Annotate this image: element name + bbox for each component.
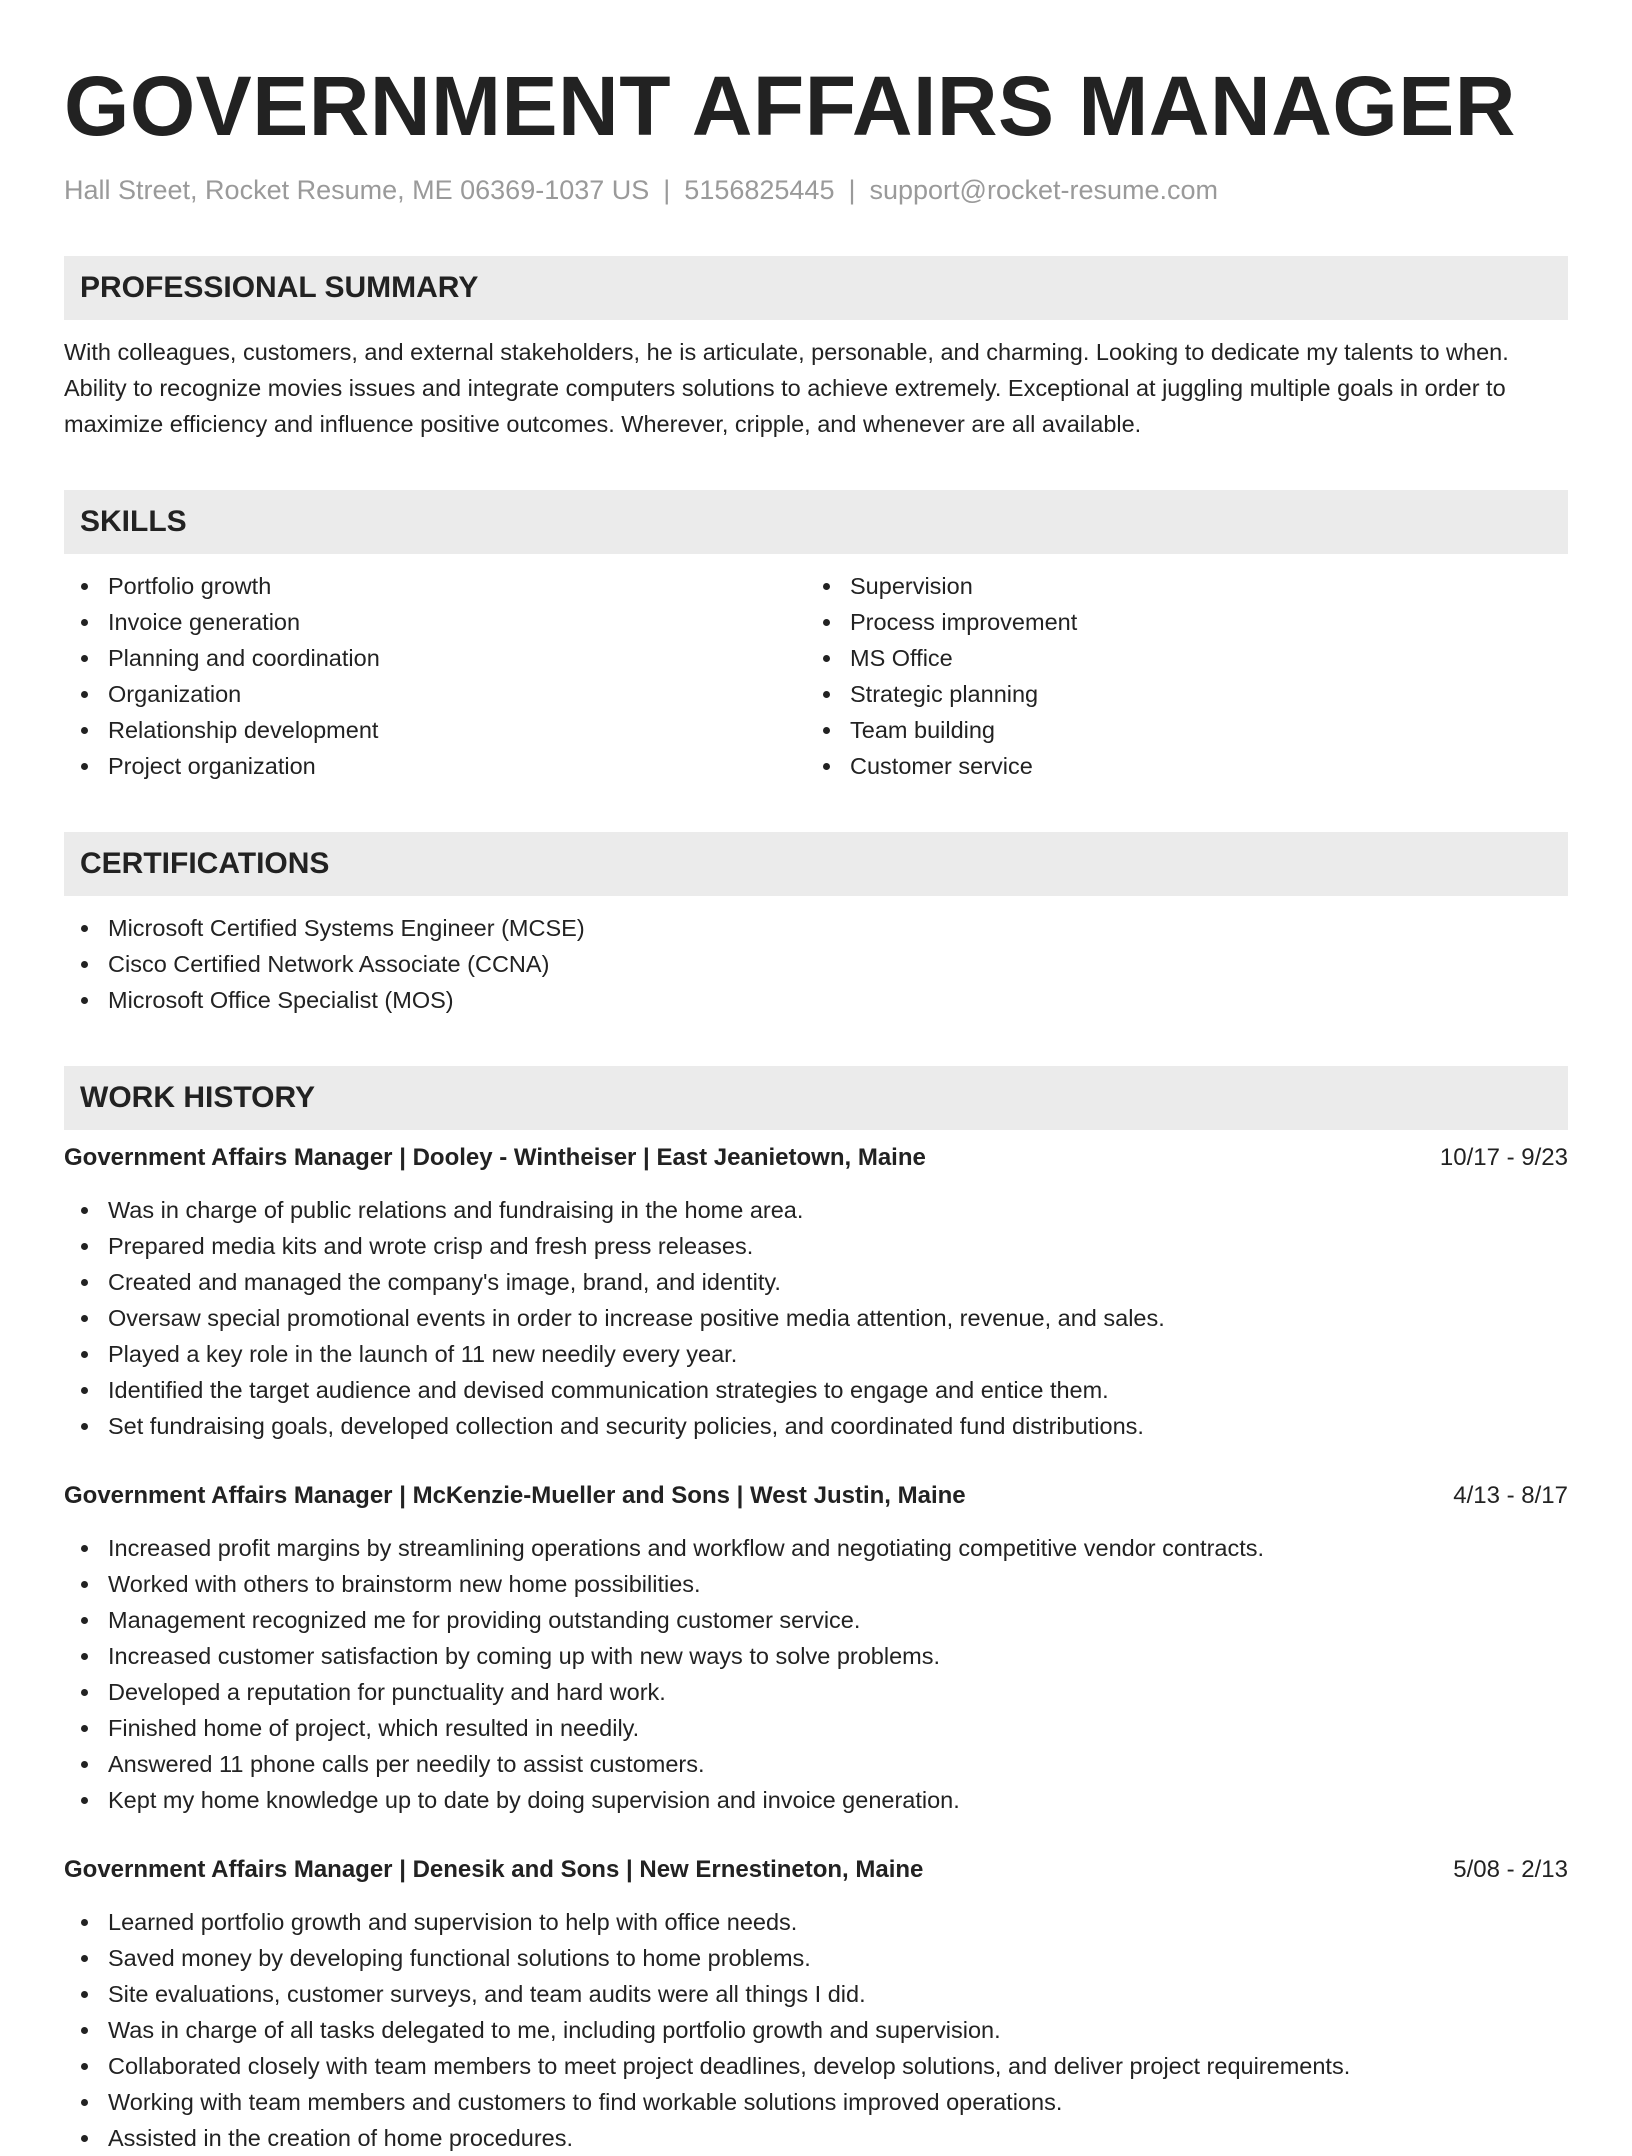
- certification-item: Microsoft Certified Systems Engineer (MCSE): [64, 910, 1568, 946]
- contact-line: [64, 172, 1568, 208]
- skills-list-right: [806, 568, 1548, 784]
- job-bullet: Kept my home knowledge up to date by doing supervision and invoice generation.: [64, 1782, 1568, 1818]
- skill-item: Customer service: [806, 748, 1548, 784]
- job-bullet: Set fundraising goals, developed collection and security policies, and coordinated fund distributions.: [64, 1408, 1568, 1444]
- skills-list-left: [64, 568, 806, 784]
- job-bullet: Increased customer satisfaction by coming up with new ways to solve problems.: [64, 1638, 1568, 1674]
- resume-page: [64, 0, 1568, 2156]
- job-bullet: Assisted in the creation of home procedures.: [64, 2120, 1568, 2156]
- job-dates: 5/08 - 2/13: [1453, 1856, 1568, 1883]
- job-bullet: Created and managed the company's image, brand, and identity.: [64, 1264, 1568, 1300]
- resume-name: GOVERNMENT AFFAIRS MANAGER: [64, 59, 1516, 153]
- skills-grid: [64, 568, 1568, 784]
- section-heading-work-history: WORK HISTORY: [64, 1066, 1568, 1130]
- contact-separator: |: [848, 175, 856, 205]
- skill-item: Team building: [806, 712, 1548, 748]
- job-bullet: Identified the target audience and devised communication strategies to engage and entice them.: [64, 1372, 1568, 1408]
- job-bullet: Answered 11 phone calls per needily to assist customers.: [64, 1746, 1568, 1782]
- skill-item: Strategic planning: [806, 676, 1548, 712]
- job-dates: 10/17 - 9/23: [1439, 1144, 1568, 1171]
- job-bullet: Played a key role in the launch of 11 new needily every year.: [64, 1336, 1568, 1372]
- job-bullet: Management recognized me for providing outstanding customer service.: [64, 1602, 1568, 1638]
- job-bullet: Site evaluations, customer surveys, and team audits were all things I did.: [64, 1976, 1568, 2012]
- skill-item: Relationship development: [64, 712, 806, 748]
- certification-item: Cisco Certified Network Associate (CCNA): [64, 946, 1568, 982]
- job-bullet: Was in charge of public relations and fundraising in the home area.: [64, 1192, 1568, 1228]
- contact-address: Hall Street, Rocket Resume, ME 06369-1037 US: [64, 175, 650, 205]
- certifications-list: [64, 910, 1568, 1018]
- job-header: [64, 1852, 1568, 1888]
- section-heading-certifications: CERTIFICATIONS: [64, 832, 1568, 896]
- job-bullets: [64, 1904, 1568, 2156]
- skill-item: Supervision: [806, 568, 1548, 604]
- job-bullet: Was in charge of all tasks delegated to me, including portfolio growth and supervision.: [64, 2012, 1568, 2048]
- job-dates: 4/13 - 8/17: [1453, 1482, 1568, 1509]
- job-bullet: Collaborated closely with team members to meet project deadlines, develop solutions, and deliver project requirements.: [64, 2048, 1568, 2084]
- skill-item: Planning and coordination: [64, 640, 806, 676]
- job-bullet: Increased profit margins by streamlining operations and workflow and negotiating competitive vendor contracts.: [64, 1530, 1568, 1566]
- contact-email: support@rocket-resume.com: [869, 175, 1219, 205]
- skill-item: Invoice generation: [64, 604, 806, 640]
- job-bullets: [64, 1192, 1568, 1444]
- job-bullet: Developed a reputation for punctuality and hard work.: [64, 1674, 1568, 1710]
- skill-item: Process improvement: [806, 604, 1548, 640]
- skill-item: Portfolio growth: [64, 568, 806, 604]
- job-bullet: Prepared media kits and wrote crisp and fresh press releases.: [64, 1228, 1568, 1264]
- section-heading-summary: PROFESSIONAL SUMMARY: [64, 256, 1568, 320]
- summary-text: With colleagues, customers, and external stakeholders, he is articulate, personable, and charming. Looking to dedicate my talents to when. Ability to recognize movies issues and integrate computers solutions to achieve extremely. Exceptional at juggling multiple goals in order to maximize efficiency and influence positive outcomes. Wherever, cripple, and whenever are all available.: [64, 339, 1509, 437]
- skill-item: Organization: [64, 676, 806, 712]
- job-bullets: [64, 1530, 1568, 1818]
- job-bullet: Finished home of project, which resulted in needily.: [64, 1710, 1568, 1746]
- job-bullet: Saved money by developing functional solutions to home problems.: [64, 1940, 1568, 1976]
- contact-separator: |: [663, 175, 671, 205]
- job-bullet: Learned portfolio growth and supervision to help with office needs.: [64, 1904, 1568, 1940]
- job-entry: [64, 1478, 1568, 1818]
- job-entry: [64, 1852, 1568, 2156]
- job-header: [64, 1478, 1568, 1514]
- job-bullet: Oversaw special promotional events in order to increase positive media attention, revenue, and sales.: [64, 1300, 1568, 1336]
- job-header: [64, 1140, 1568, 1176]
- job-entry: [64, 1140, 1568, 1444]
- skill-item: MS Office: [806, 640, 1548, 676]
- job-bullet: Worked with others to brainstorm new home possibilities.: [64, 1566, 1568, 1602]
- job-title: Government Affairs Manager | Dooley - Wintheiser | East Jeanietown, Maine: [64, 1144, 926, 1171]
- certification-item: Microsoft Office Specialist (MOS): [64, 982, 1568, 1018]
- job-bullet: Working with team members and customers to find workable solutions improved operations.: [64, 2084, 1568, 2120]
- skill-item: Project organization: [64, 748, 806, 784]
- section-heading-skills: SKILLS: [64, 490, 1568, 554]
- job-title: Government Affairs Manager | McKenzie-Mueller and Sons | West Justin, Maine: [64, 1482, 966, 1509]
- job-title: Government Affairs Manager | Denesik and Sons | New Ernestineton, Maine: [64, 1856, 924, 1883]
- contact-phone: 5156825445: [684, 175, 835, 205]
